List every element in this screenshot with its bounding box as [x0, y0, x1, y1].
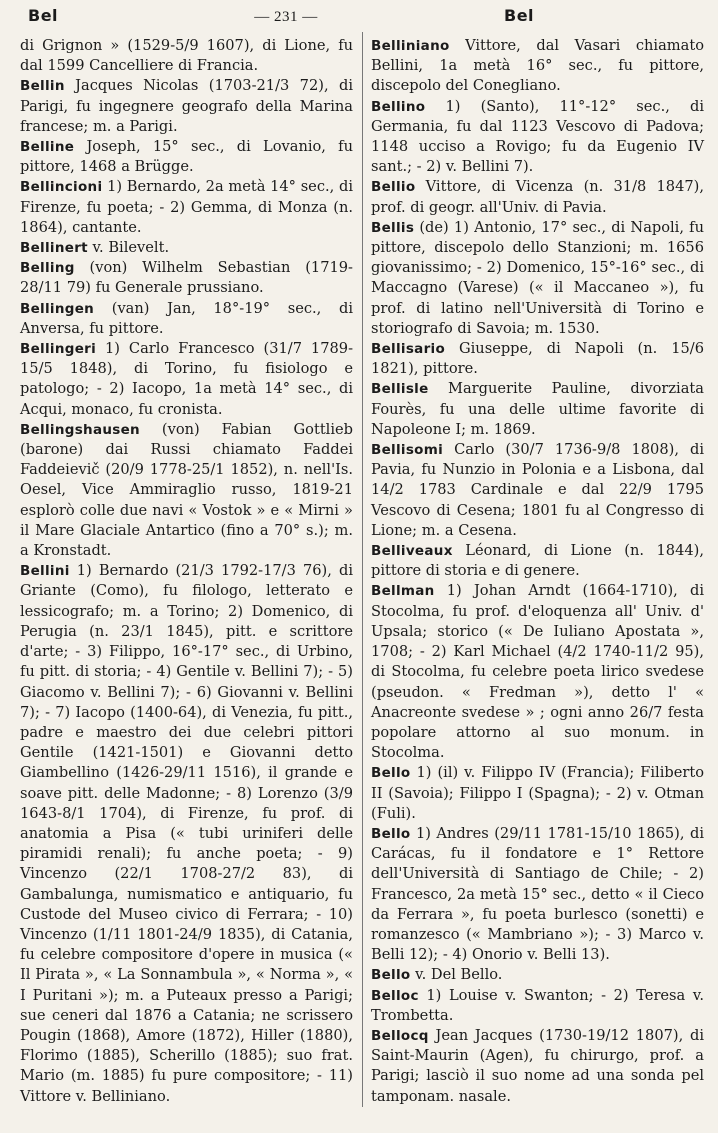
entry-text: (van) Jan, 18°-19° sec., di Anversa, fu pittore.: [20, 299, 353, 337]
dictionary-entry: [371, 218, 704, 339]
page-number: — 231 —: [254, 9, 318, 25]
entry-text: 1) Johan Arndt (1664-1710), di Stocolma, fu prof. d'eloquenza all' Univ. d' Upsala; storico (« De Iuliano Apostata », 1708; - 2) Karl Michael (4/2 1740-11/2 95), di Stocolma, fu celebre poeta lirico svedese (pseudon. « Fredman »), detto l' « Anacreonte svedese » ; ogni anno 26/7 festa popolare attorno al suo monum. in Stocolma.: [371, 582, 704, 762]
dictionary-entry: [20, 36, 353, 76]
dictionary-entry: [20, 258, 353, 298]
entry-text: v. Del Bello.: [410, 966, 503, 984]
dictionary-entry: [20, 339, 353, 420]
entry-text: 1) Bernardo (21/3 1792-17/3 76), di Griante (Como), fu filologo, letterato e lessicografo; m. a Torino; 2) Domenico, di Perugia (n. 23/1 1845), pitt. e scrittore d'arte; - 3) Filippo, 16°-17° sec., di Urbino, fu pitt. di storia; - 4) Gentile v. Bellini 7); - 5) Giacomo v. Bellini 7); - 6) Giovanni v. Bellini 7); - 7) Iacopo (1400-64), di Venezia, fu pitt., padre e maestro dei due celebri pittori Gentile (1421-1501) e Giovanni detto Giambellino (1426-29/11 1516), il grande e soave pitt. delle Madonne; - 8) Lorenzo (3/9 1643-8/1 1704), di Firenze, fu prof. di anatomia a Pisa (« tubi uriniferi delle piramidi renali); fu anche poeta; - 9) Vincenzo (22/1 1708-27/2 83), di Gambalunga, numismatico e antiquario, fu Custode del Museo civico di Ferrara; - 10) Vincenzo (1/11 1801-24/9 1835), di Catania, fu celebre compositore d'opere in musica (« Il Pirata », « La Sonnambula », « Norma », « I Puritani »); m. a Puteaux presso a Parigi; sue ceneri dal 1876 a Catania; ne scrissero Pougin (1868), Amore (1872), Hiller (1880), Florimo (1885), Scherillo (1885); suo frat. Mario (m. 1885) fu pure compositore; - 11) Vittore v. Belliniano.: [20, 562, 353, 1105]
dictionary-entry: [371, 541, 704, 581]
entry-text: Vittore, dal Vasari chiamato Bellini, 1a metà 16° sec., fu pittore, discepolo del Conegliano.: [371, 37, 704, 95]
running-head-right: Bel: [504, 6, 535, 25]
dictionary-entry: [371, 986, 704, 1026]
entry-text: (von) Fabian Gottlieb (barone) dai Russi chiamato Faddei Faddeievič (20/9 1778-25/1 1852), n. nell'Is. Oesel, Vice Ammiraglio russo, 1819-21 esplorò colle due navi « Vostok » e « Mirni » il Mare Glaciale Antartico (fino a 70° s.); m. a Kronstadt.: [20, 420, 353, 560]
right-column: [371, 36, 704, 1107]
entry-text: Jacques Nicolas (1703-21/3 72), di Parigi, fu ingegnere geografo della Marina francese; m. a Parigi.: [20, 77, 353, 135]
dictionary-entry: [20, 177, 353, 238]
entry-headword: Bellisario: [371, 341, 446, 358]
entry-text: v. Bilevelt.: [87, 239, 170, 257]
entry-headword: Bello: [371, 825, 411, 842]
entry-text: Jean Jacques (1730-19/12 1807), di Saint-Maurin (Agen), fu chirurgo, prof. a Parigi; lasciò il suo nome ad una sonda pel tamponam. nasale.: [371, 1026, 704, 1105]
entry-headword: Bellingeri: [20, 341, 97, 358]
dictionary-entry: [371, 440, 704, 541]
entry-text: Marguerite Pauline, divorziata Fourès, fu una delle ultime favorite di Napoleone I; m. 1869.: [371, 380, 704, 438]
entry-text: Giuseppe, di Napoli (n. 15/6 1821), pittore.: [371, 340, 704, 378]
dictionary-entry: [20, 420, 353, 561]
entry-text: Vittore, di Vicenza (n. 31/8 1847), prof. di geogr. all'Univ. di Pavia.: [371, 178, 704, 216]
entry-headword: Bellingen: [20, 300, 95, 317]
entry-headword: Bellocq: [371, 1027, 429, 1044]
dictionary-entry: [20, 238, 353, 258]
running-head-left: Bel: [28, 6, 59, 25]
entry-text: 1) Louise v. Swanton; - 2) Teresa v. Trombetta.: [371, 986, 704, 1024]
entry-text: (von) Wilhelm Sebastian (1719-28/11 79) fu Generale prussiano.: [20, 259, 353, 297]
dictionary-entry: [371, 177, 704, 217]
entry-text: 1) Andres (29/11 1781-15/10 1865), di Carácas, fu il fondatore e 1° Rettore dell'Università di Santiago de Chile; - 2) Francesco, 2a metà 15° sec., detto « il Cieco da Ferrara », fu poeta burlesco (sonetti) e romanzesco (« Mambriano »); - 3) Marco v. Belli 12); - 4) Onorio v. Belli 13).: [371, 824, 704, 964]
entry-headword: Bellio: [371, 179, 416, 196]
dictionary-entry: [371, 763, 704, 824]
entry-text: 1) Carlo Francesco (31/7 1789-15/5 1848), di Torino, fu fisiologo e patologo; - 2) Iacopo, 1a metà 14° sec., di Acqui, monaco, fu cronista.: [20, 340, 353, 418]
dictionary-entry: [371, 339, 704, 379]
text-columns: [20, 36, 704, 1107]
entry-headword: Bellino: [371, 98, 426, 115]
entry-headword: Belline: [20, 139, 75, 156]
entry-headword: Belling: [20, 260, 75, 277]
dictionary-entry: [20, 299, 353, 339]
entry-headword: Belliveaux: [371, 543, 453, 560]
entry-headword: Bellman: [371, 583, 435, 600]
entry-text: Léonard, di Lione (n. 1844), pittore di storia e di genere.: [371, 542, 704, 580]
left-column: [20, 36, 353, 1107]
entry-headword: Belliniano: [371, 38, 450, 54]
dictionary-entry: [20, 137, 353, 177]
dictionary-entry: [20, 76, 353, 137]
dictionary-entry: [371, 36, 704, 97]
entry-headword: Bellis: [371, 219, 415, 236]
entry-text: 1) Bernardo, 2a metà 14° sec., di Firenze, fu poeta; - 2) Gemma, di Monza (n. 1864), cantante.: [20, 178, 353, 236]
entry-headword: Bellisle: [371, 381, 429, 398]
dictionary-entry: [371, 1026, 704, 1107]
entry-text: 1) (Santo), 11°-12° sec., di Germania, fu dal 1123 Vescovo di Padova; 1148 ucciso a Rovigo; fu da Eugenio IV sant.; - 2) v. Bellini 7).: [371, 97, 704, 176]
dictionary-entry: [371, 824, 704, 965]
entry-text: 1) (il) v. Filippo IV (Francia); Filiberto II (Savoia); Filippo I (Spagna); - 2) v. Otman (Fuli).: [371, 764, 704, 822]
entry-text: di Grignon » (1529-5/9 1607), di Lione, fu dal 1599 Cancelliere di Francia.: [20, 37, 353, 75]
entry-headword: Bellisomi: [371, 442, 444, 459]
entry-headword: Bello: [371, 967, 411, 984]
entry-headword: Bellin: [20, 78, 65, 95]
dictionary-entry: [371, 581, 704, 763]
entry-text: Carlo (30/7 1736-9/8 1808), di Pavia, fu Nunzio in Polonia e a Lisbona, dal 14/2 1783 Cardinale e dal 22/9 1795 Vescovo di Cesena; 1801 fu al Congresso di Lione; m. a Cesena.: [371, 441, 704, 539]
entry-headword: Bello: [371, 765, 411, 782]
dictionary-entry: [20, 561, 353, 1106]
entry-headword: Bellini: [20, 563, 70, 580]
entry-headword: Belloc: [371, 987, 419, 1004]
dictionary-entry: [371, 965, 704, 985]
entry-text: (de) 1) Antonio, 17° sec., di Napoli, fu pittore, discepolo dello Stanzioni; m. 1656 giovanissimo; - 2) Domenico, 15°-16° sec., di Maccagno (Varese) (« il Maccaneo »), fu prof. di latino nell'Università di Torino e storiografo di Savoia; m. 1530.: [371, 218, 704, 337]
entry-headword: Bellincioni: [20, 179, 103, 196]
dictionary-entry: [371, 97, 704, 178]
entry-headword: Bellingshausen: [20, 421, 140, 438]
dictionary-entry: [371, 379, 704, 440]
entry-text: Joseph, 15° sec., di Lovanio, fu pittore, 1468 a Brügge.: [20, 138, 353, 176]
entry-headword: Bellinert: [20, 240, 88, 257]
